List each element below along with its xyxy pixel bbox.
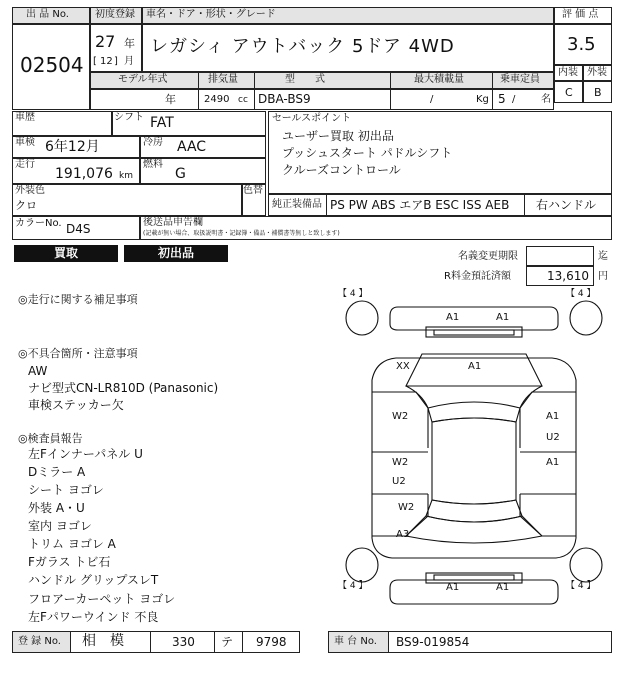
inspection-value: 6年12月 <box>45 139 100 155</box>
mileage-value: 191,076 <box>55 166 113 182</box>
registration-area: 相 模 <box>82 633 124 649</box>
first-reg-month-open: [ <box>93 56 97 67</box>
tire-rear-right <box>570 548 602 582</box>
equip-label: 純正装備品 <box>272 199 322 210</box>
defects-title: ◎不具合箇所・注意事項 <box>18 347 138 360</box>
inspector-item: トリム ヨゴレ A <box>28 537 116 551</box>
registration-kana: テ <box>221 635 234 649</box>
ac-label: 冷房 <box>143 137 163 148</box>
inspector-item: Fガラス トビ石 <box>28 555 111 569</box>
mark-left-rear-door-w2: W2 <box>392 457 409 468</box>
mark-left-rear-door-u2: U2 <box>392 476 406 487</box>
handle-side: 右ハンドル <box>536 198 597 212</box>
inspector-item: 左Fインナーパネル U <box>28 447 143 461</box>
lot-no-label: 出 品 No. <box>26 9 69 20</box>
inspector-item: Dミラー A <box>28 465 86 479</box>
exterior-grade: B <box>594 86 602 99</box>
front-grille-slot <box>434 330 514 335</box>
hood-crease-left <box>406 386 428 408</box>
displacement-value: 2490 <box>204 94 230 105</box>
corner-label-front-left: 【 4 】 <box>338 289 368 299</box>
mark-hood-xx: XX <box>396 361 410 372</box>
tire-rear-left <box>346 548 378 582</box>
interior-grade: C <box>565 86 573 99</box>
mark-rear-bumper-left: A1 <box>446 582 460 593</box>
mark-left-front-door-w2: W2 <box>392 411 409 422</box>
corner-label-front-right: 【 4 】 <box>566 289 596 299</box>
supplement-title: ◎走行に関する補足事項 <box>18 293 138 306</box>
sales-points-title: セールスポイント <box>272 113 352 124</box>
inspection-label: 車検 <box>15 137 35 148</box>
color-change-label: 色替 <box>243 185 263 196</box>
first-reg-month-close: ] <box>114 56 118 67</box>
mark-right-rear-door-a1: A1 <box>546 457 560 468</box>
defect-item: AW <box>28 364 48 378</box>
first-reg-label: 初度登録 <box>95 9 135 20</box>
mark-front-bumper-left: A1 <box>446 312 460 323</box>
mark-right-front-fender-a1: A1 <box>546 411 560 422</box>
ac-value: AAC <box>177 139 207 155</box>
model-year-label: モデル年式 <box>118 74 168 85</box>
ext-color-cell <box>12 184 242 216</box>
score: 3.5 <box>567 34 596 55</box>
rear-bumper <box>390 580 558 604</box>
mark-left-rear-fender-w2: W2 <box>398 502 415 513</box>
lot-no: 02504 <box>20 53 84 77</box>
first-reg-month-unit: 月 <box>124 56 134 67</box>
registration-class: 330 <box>172 635 195 649</box>
mark-left-rear-fender-a3: A3 <box>396 529 410 540</box>
defect-item: ナビ型式CN-LR810D (Panasonic) <box>28 381 219 395</box>
model-type-label: 型 式 <box>285 74 325 85</box>
name-change-label: 名義変更期限 <box>458 251 518 262</box>
sales-point: ユーザー買取 初出品 <box>282 129 394 143</box>
ext-color-label: 外装色 <box>15 185 45 196</box>
reg-divider <box>70 631 71 653</box>
capacity-unit: 名 <box>541 94 551 105</box>
recycle-label: R料金預託済額 <box>444 271 511 282</box>
fuel-label: 燃料 <box>143 159 163 170</box>
trunk <box>406 516 542 543</box>
sales-point: プッシュスタート パドルシフト <box>282 146 453 160</box>
inspector-item: 左Fパワーウインド 不良 <box>28 610 159 624</box>
reg-divider <box>150 631 151 653</box>
inspector-item: 外装 A・U <box>28 501 85 515</box>
car-damage-diagram <box>336 288 612 628</box>
aftermarket-note: (記載が無い場合、取扱説明書・記録簿・備品・補償書等無しと致します) <box>143 230 340 237</box>
ext-color-value: クロ <box>15 199 37 212</box>
first-reg-year: 27 <box>95 32 116 51</box>
inspector-item: 室内 ヨゴレ <box>28 519 92 533</box>
mark-front-bumper-right: A1 <box>496 312 510 323</box>
recycle-unit: 円 <box>598 271 608 282</box>
color-no-value: D4S <box>66 222 91 236</box>
first-listing-badge: 初出品 <box>124 245 228 262</box>
chassis-divider <box>388 631 389 653</box>
chassis-label: 車 台 No. <box>334 636 377 647</box>
capacity-slash: / <box>512 94 516 105</box>
inspector-item: ハンドル グリップスレT <box>28 573 159 587</box>
mark-hood-a1: A1 <box>468 361 482 372</box>
displacement-unit: cc <box>238 95 248 105</box>
max-load-unit: Kg <box>476 94 489 105</box>
registration-label: 登 録 No. <box>18 636 61 647</box>
inspector-item: シート ヨゴレ <box>28 483 104 497</box>
mileage-label: 走行 <box>15 159 35 170</box>
right-rear-fender <box>520 494 576 536</box>
equip-divider <box>326 194 327 216</box>
inspector-item: フロアーカーペット ヨゴレ <box>28 592 176 606</box>
exterior-label: 外装 <box>587 67 607 78</box>
car-name-label: 車名・ドア・形状・グレード <box>146 9 276 20</box>
model-year-unit: 年 <box>165 93 176 106</box>
score-label: 評 価 点 <box>562 9 599 20</box>
max-load-label: 最大積載量 <box>414 74 464 85</box>
reg-divider <box>242 631 243 653</box>
color-no-label: カラーNo. <box>15 218 62 229</box>
chassis-number: BS9-019854 <box>396 635 470 649</box>
displacement-label: 排気量 <box>208 74 238 85</box>
inspector-title: ◎検査員報告 <box>18 432 83 445</box>
sales-point: クルーズコントロール <box>282 163 401 177</box>
corner-label-rear-right: 【 4 】 <box>566 581 596 591</box>
name-change-box <box>526 246 594 266</box>
name-change-unit: 迄 <box>598 251 608 262</box>
shift-value: FAT <box>150 115 174 131</box>
model-type: DBA-BS9 <box>258 92 311 106</box>
rear-plate-slot <box>434 575 514 580</box>
reg-divider <box>214 631 215 653</box>
first-reg-month: 12 <box>100 56 113 67</box>
first-reg-year-unit: 年 <box>124 37 135 50</box>
roof <box>432 418 516 504</box>
max-load-slash: / <box>430 94 434 105</box>
equip-list: PS PW ABS エアB ESC ISS AEB <box>330 198 510 212</box>
tire-front-left <box>346 301 378 335</box>
interior-label: 内装 <box>558 67 578 78</box>
windshield <box>428 402 520 422</box>
equip-divider <box>524 194 525 216</box>
fuel-value: G <box>175 166 186 182</box>
aftermarket-label: 後送品申告欄 <box>143 217 203 228</box>
corner-label-rear-left: 【 4 】 <box>338 581 368 591</box>
mark-rear-bumper-right: A1 <box>496 582 510 593</box>
hood-crease-right <box>520 386 542 408</box>
recycle-amount: 13,610 <box>547 269 589 283</box>
defect-item: 車検ステッカー欠 <box>28 398 124 412</box>
shift-label: シフト <box>114 112 144 123</box>
registration-number: 9798 <box>256 635 287 649</box>
mileage-unit: km <box>119 171 133 181</box>
mark-right-front-door-u2: U2 <box>546 432 560 443</box>
tire-front-right <box>570 301 602 335</box>
capacity: 5 <box>498 92 506 106</box>
capacity-label: 乗車定員 <box>500 74 540 85</box>
history-label: 車歴 <box>15 112 35 123</box>
car-name: レガシィ アウトバック 5ドア 4WD <box>150 36 455 57</box>
kaitori-badge: 買取 <box>14 245 118 262</box>
